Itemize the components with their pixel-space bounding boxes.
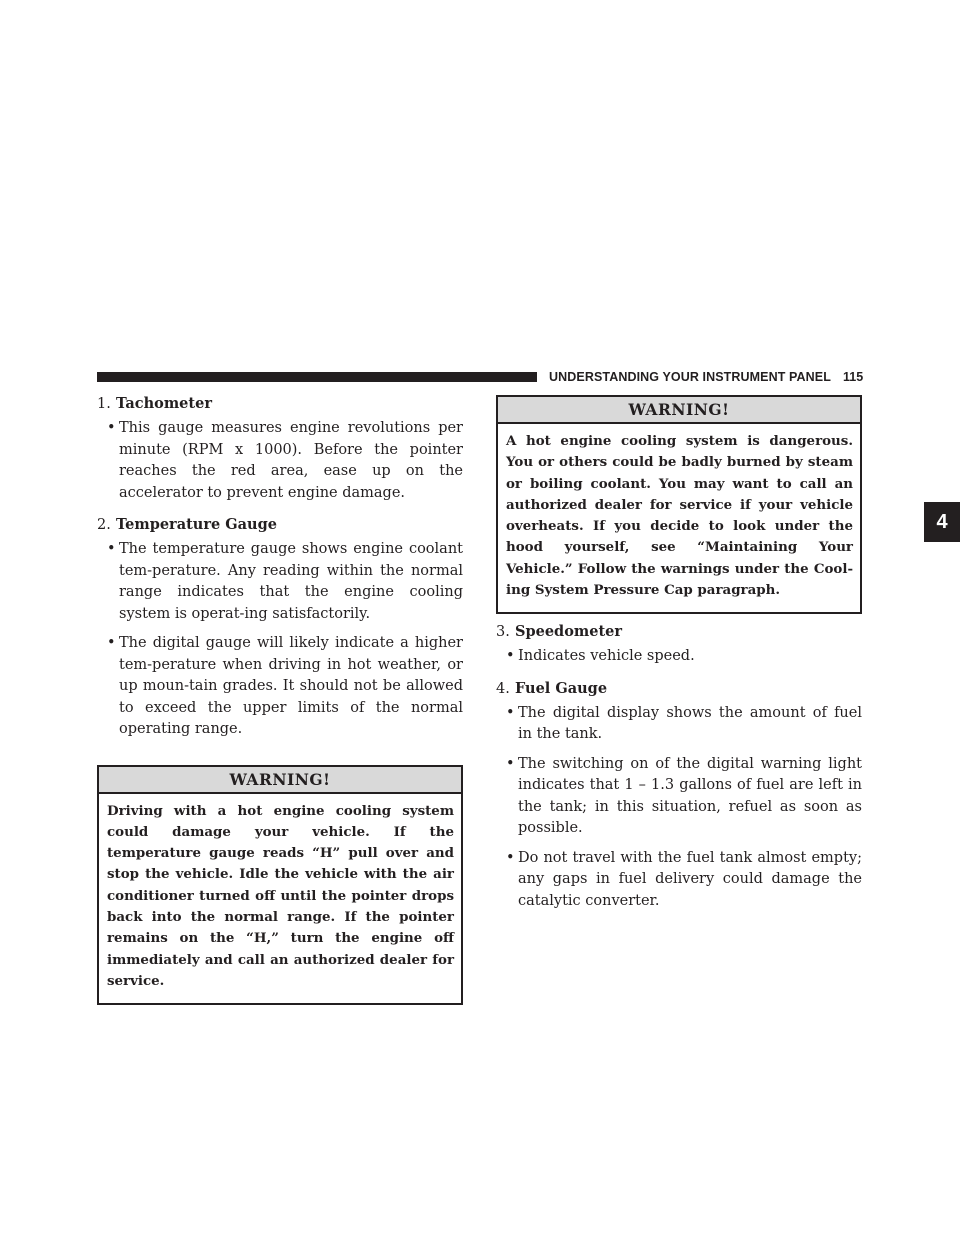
numbered-heading-speedometer xyxy=(496,620,862,644)
warning-box-hot-engine xyxy=(97,765,463,1006)
item-heading: Tachometer xyxy=(116,395,212,412)
numbered-heading-temperature-gauge xyxy=(97,513,463,537)
chapter-tab: 4 xyxy=(924,502,960,542)
bullet-fuel-1: • The digital display shows the amount of fuel in the tank. xyxy=(496,703,862,746)
item-number: 2. xyxy=(97,517,111,533)
header-rule xyxy=(97,372,537,382)
warning-title: WARNING! xyxy=(99,767,461,794)
bullet-tachometer: • This gauge measures engine revolutions per minute (RPM x 1000). Before the pointer reaches the red area, ease up on the accelerator to prevent engine damage. xyxy=(97,418,463,504)
running-header-title: UNDERSTANDING YOUR INSTRUMENT PANEL xyxy=(549,370,831,384)
bullet-fuel-3: • Do not travel with the fuel tank almost empty; any gaps in fuel delivery could damage the catalytic converter. xyxy=(496,848,862,913)
warning-text: Driving with a hot engine cooling system could damage your vehicle. If the temperature gauge reads “H” pull over and stop the vehicle. Idle the vehicle with the air conditioner turned off until the pointer drops back into the normal range. If the pointer remains on the “H,” turn the engine off immediately and call an authorized dealer for service. xyxy=(107,802,454,989)
item-number: 1. xyxy=(97,396,111,412)
right-column xyxy=(496,395,862,912)
bullet-speedometer: • Indicates vehicle speed. xyxy=(496,646,862,668)
item-number: 4. xyxy=(496,680,510,697)
item-heading: Temperature Gauge xyxy=(116,516,277,533)
page-number: 115 xyxy=(843,370,864,384)
warning-box-cooling-system xyxy=(496,395,862,614)
warning-text: A hot engine cooling system is dangerous. You or others could be badly burned by steam or boiling coolant. You may want to call an authorized dealer for service if your vehicle overheats. If you decide to look under the hood yourself, see “Maintaining Your Vehicle.” Follow the warnings under the Cool-ing System Pressure Cap paragraph. xyxy=(506,433,853,599)
numbered-heading-tachometer xyxy=(97,392,463,416)
numbered-heading-fuel-gauge xyxy=(496,677,862,701)
item-heading: Fuel Gauge xyxy=(515,679,608,697)
item-heading: Speedometer xyxy=(515,623,623,641)
left-column xyxy=(97,392,463,1005)
item-number: 3. xyxy=(496,624,510,641)
warning-title: WARNING! xyxy=(498,397,860,424)
bullet-fuel-2: • The switching on of the digital warning light indicates that 1 – 1.3 gallons of fuel are left in the tank; in this situation, refuel as soon as possible. xyxy=(496,754,862,840)
bullet-temperature-1: • The temperature gauge shows engine coolant tem-perature. Any reading within the normal range indicates that the engine cooling system is operat-ing satisfactorily. xyxy=(97,539,463,625)
bullet-temperature-2: • The digital gauge will likely indicate a higher tem-perature when driving in hot weather, or up moun-tain grades. It should not be allowed to exceed the upper limits of the normal operating range. xyxy=(97,633,463,741)
